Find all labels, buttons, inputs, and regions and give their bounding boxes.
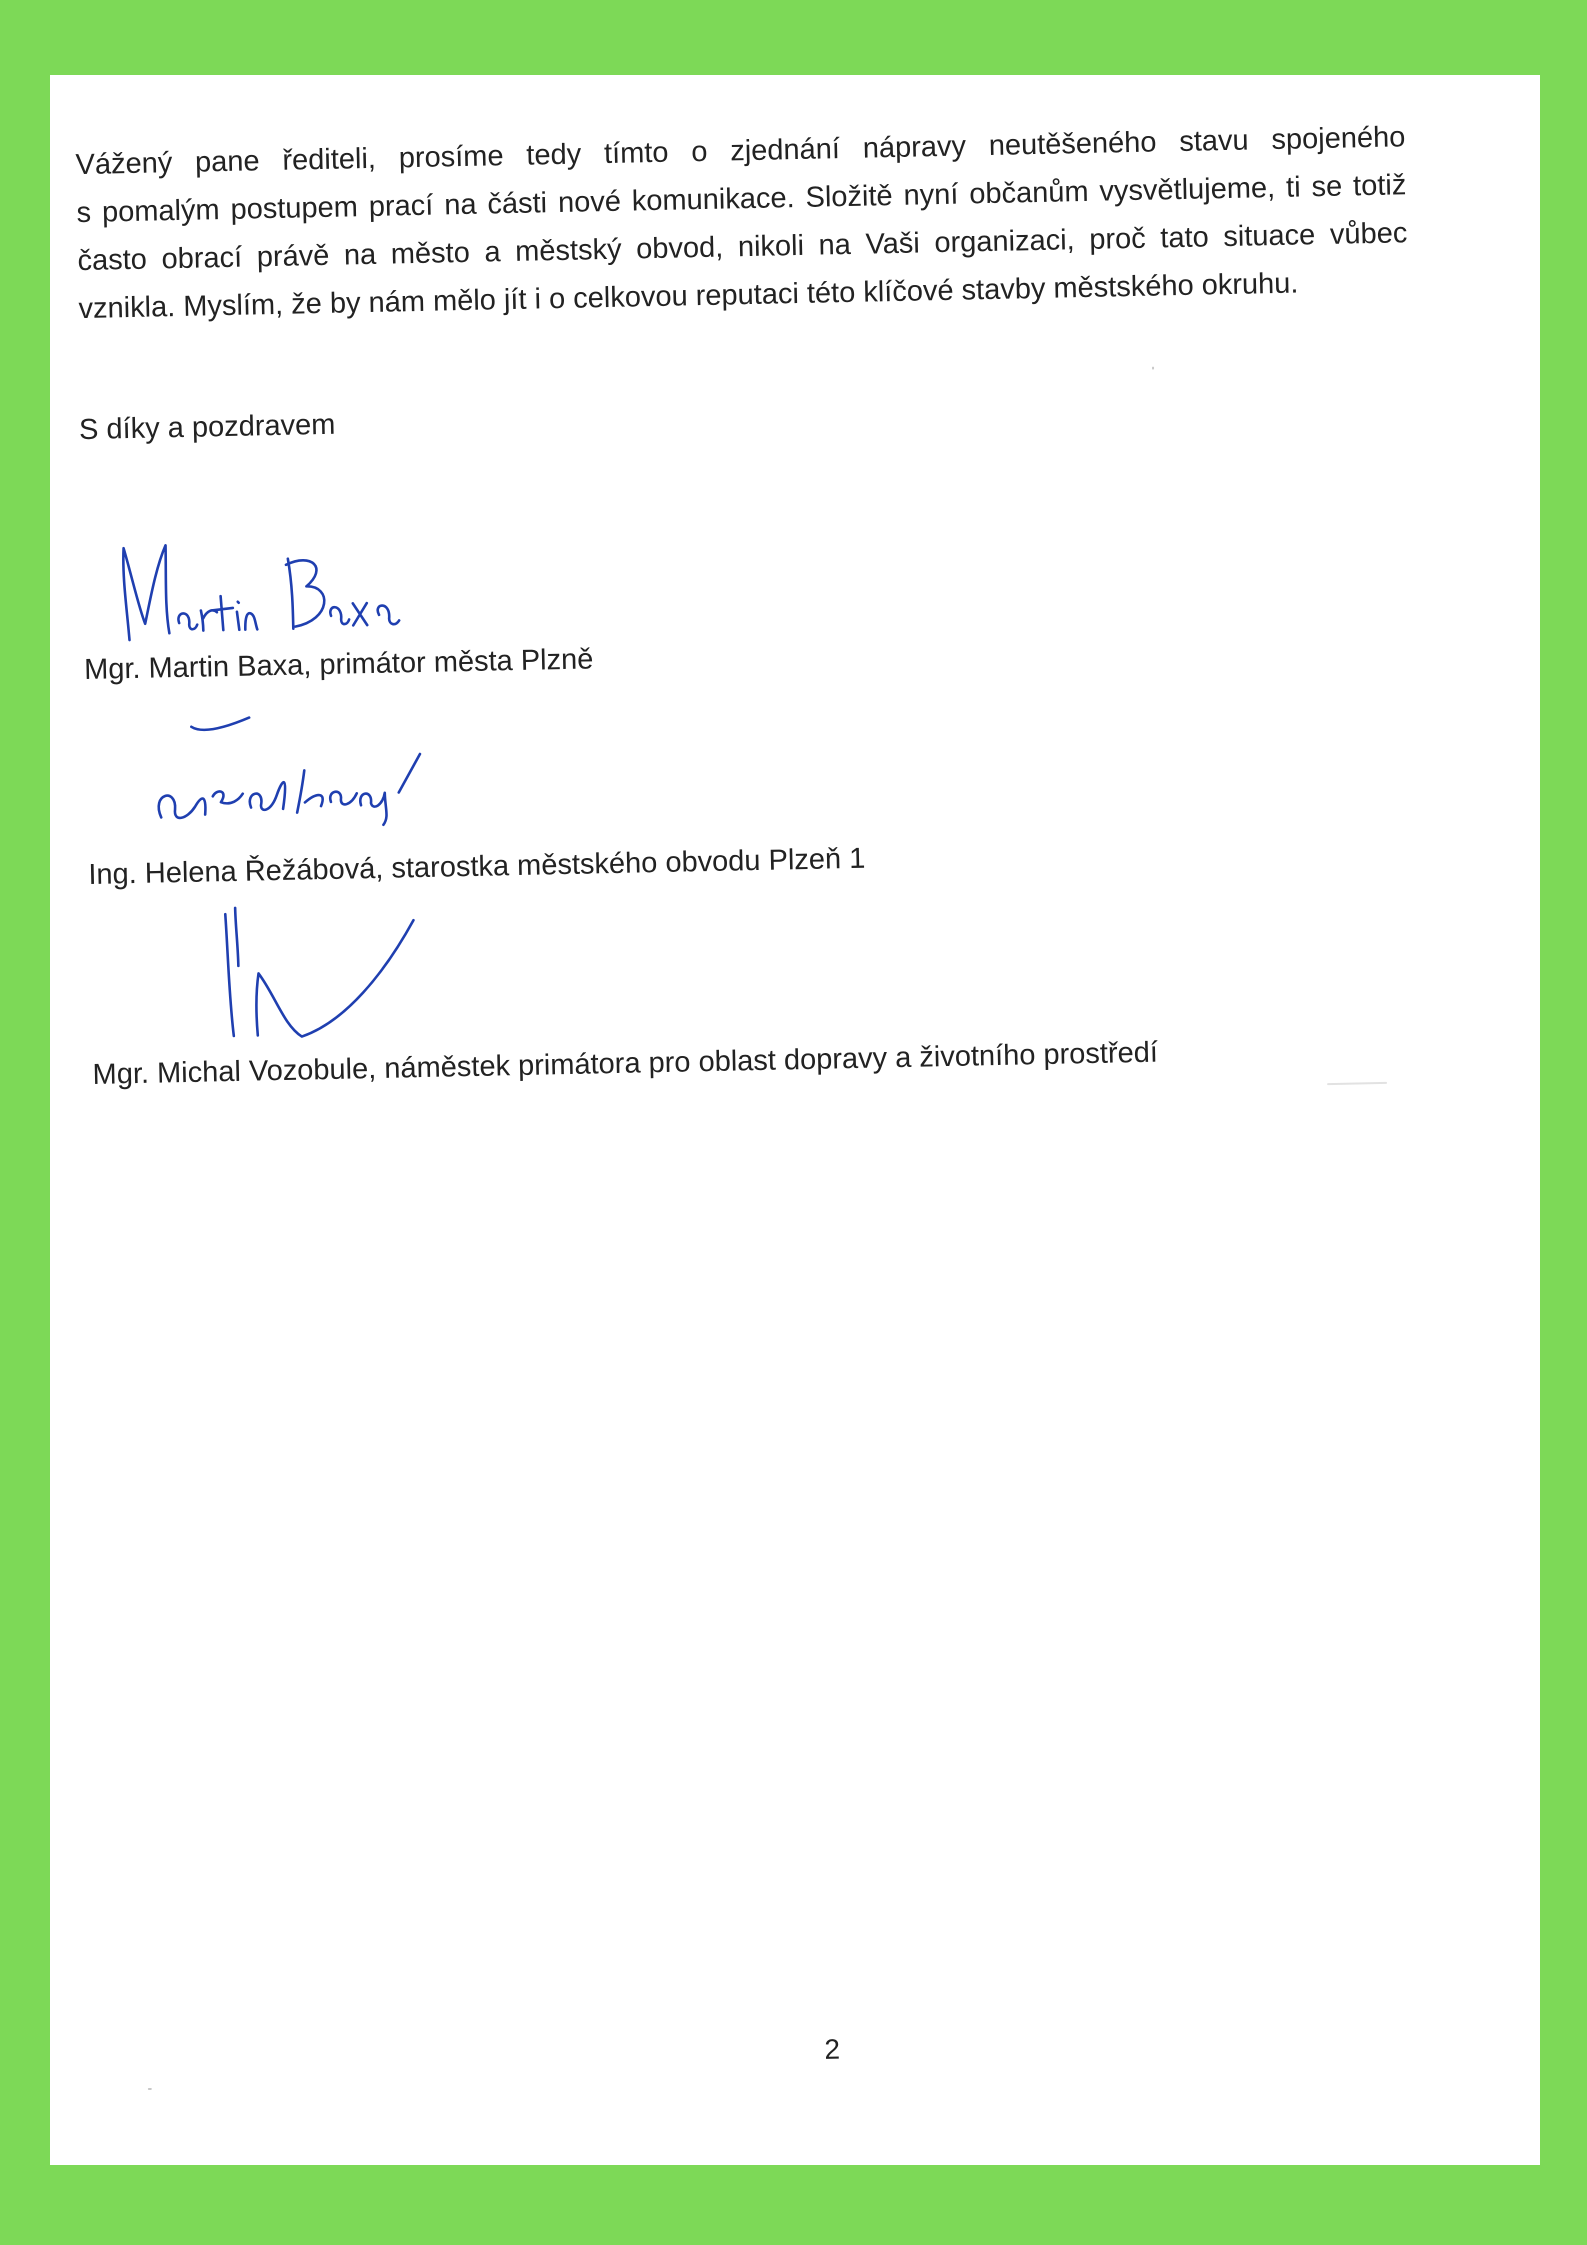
scanned-letter — [50, 75, 1540, 2165]
paragraph-line-3: často obrací právě na město a městský obvod, nikoli na Vaši organizaci, proč tato situace vůbec — [77, 217, 1408, 278]
page-number: 2 — [824, 2033, 841, 2065]
signature-rezabova — [119, 691, 482, 839]
closing-greeting: S díky a pozdravem — [78, 408, 336, 447]
paragraph-line-1: Vážený pane řediteli, prosíme tedy tímto o zjednání nápravy neutěšeného stavu spojeného — [75, 121, 1406, 182]
signature-vozobule — [213, 892, 436, 1047]
document-page — [50, 75, 1540, 2165]
signatory-name-1: Mgr. Martin Baxa, primátor města Plzně — [83, 643, 594, 687]
signatory-name-2: Ing. Helena Řežábová, starostka městského obvodu Plzeň 1 — [88, 842, 866, 891]
paragraph-line-2: s pomalým postupem prací na části nové komunikace. Složitě nyní občanům vysvětlujeme, ti se totiž — [76, 169, 1407, 230]
signature-martin-baxa — [115, 522, 438, 659]
scan-speck — [1152, 367, 1154, 370]
scan-speck — [1327, 1082, 1387, 1085]
signatory-name-3: Mgr. Michal Vozobule, náměstek primátora pro oblast dopravy a životního prostředí — [92, 1036, 1159, 1091]
paragraph-line-4: vznikla. Myslím, že by nám mělo jít i o celkovou reputaci této klíčové stavby městského okruhu. — [78, 267, 1299, 326]
letter-paragraph — [75, 113, 1409, 333]
scan-speck — [148, 2088, 152, 2090]
